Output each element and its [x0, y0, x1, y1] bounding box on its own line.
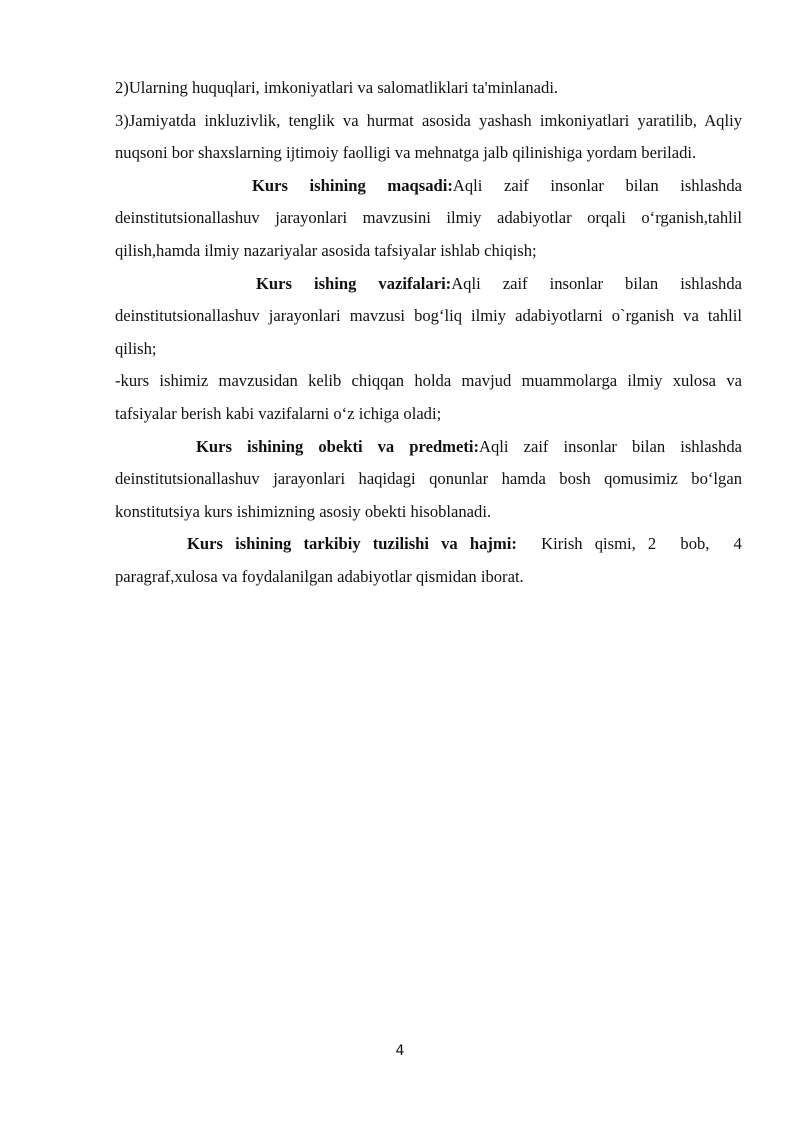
page-number: 4 — [395, 1043, 405, 1059]
paragraph-object — [115, 431, 742, 529]
paragraph-inclusivity: 3)Jamiyatda inkluzivlik, tenglik va hurmat asosida yashash imkoniyatlari yaratilib, Aqliy nuqsoni bor shaxslarning ijtimoiy faolligi va mehnatga jalb qilinishiga yordam beriladi. — [115, 110, 742, 163]
goal-heading: Kurs ishining maqsadi: — [252, 175, 453, 195]
object-heading: Kurs ishining obekti va predmeti: — [196, 436, 480, 456]
tasks-heading: Kurs ishing vazifalari: — [256, 273, 452, 293]
tasks-text: Aqli zaif insonlar bilan ishlashda deinstitutsionallashuv jarayonlari mavzusi bog‘liq ilmiy adabiyotlarni o`rganish va tahlil qilish; — [115, 273, 742, 358]
structure-text: Kirish qismi, 2 bob, 4 paragraf,xulosa va foydalanilgan adabiyotlar qismidan iborat. — [115, 534, 747, 586]
body-text — [115, 72, 747, 594]
paragraph-goal — [115, 170, 742, 268]
goal-text: Aqli zaif insonlar bilan ishlashda deinstitutsionallashuv jarayonlari mavzusini ilmiy adabiyotlar orqali o‘rganish,tahlil qilish,hamda ilmiy nazariyalar asosida tafsiyalar ishlab chiqish; — [115, 175, 742, 260]
paragraph-tasks-continued: -kurs ishimiz mavzusidan kelib chiqqan holda mavjud muammolarga ilmiy xulosa va tafsiyalar berish kabi vazifalarni o‘z ichiga oladi; — [115, 371, 742, 423]
paragraph-tasks — [115, 268, 742, 366]
object-text: Aqli zaif insonlar bilan ishlashda deinstitutsionallashuv jarayonlari haqidagi qonunlar hamda bosh qomusimiz bo‘lgan konstitutsiya kurs ishimizning asosiy obekti hisoblanadi. — [115, 436, 742, 521]
paragraph-structure — [115, 528, 747, 593]
structure-heading: Kurs ishining tarkibiy tuzilishi va hajmi: — [187, 534, 517, 554]
paragraph-rights: 2)Ularning huquqlari, imkoniyatlari va salomatliklari ta'minlanadi. — [115, 78, 559, 97]
